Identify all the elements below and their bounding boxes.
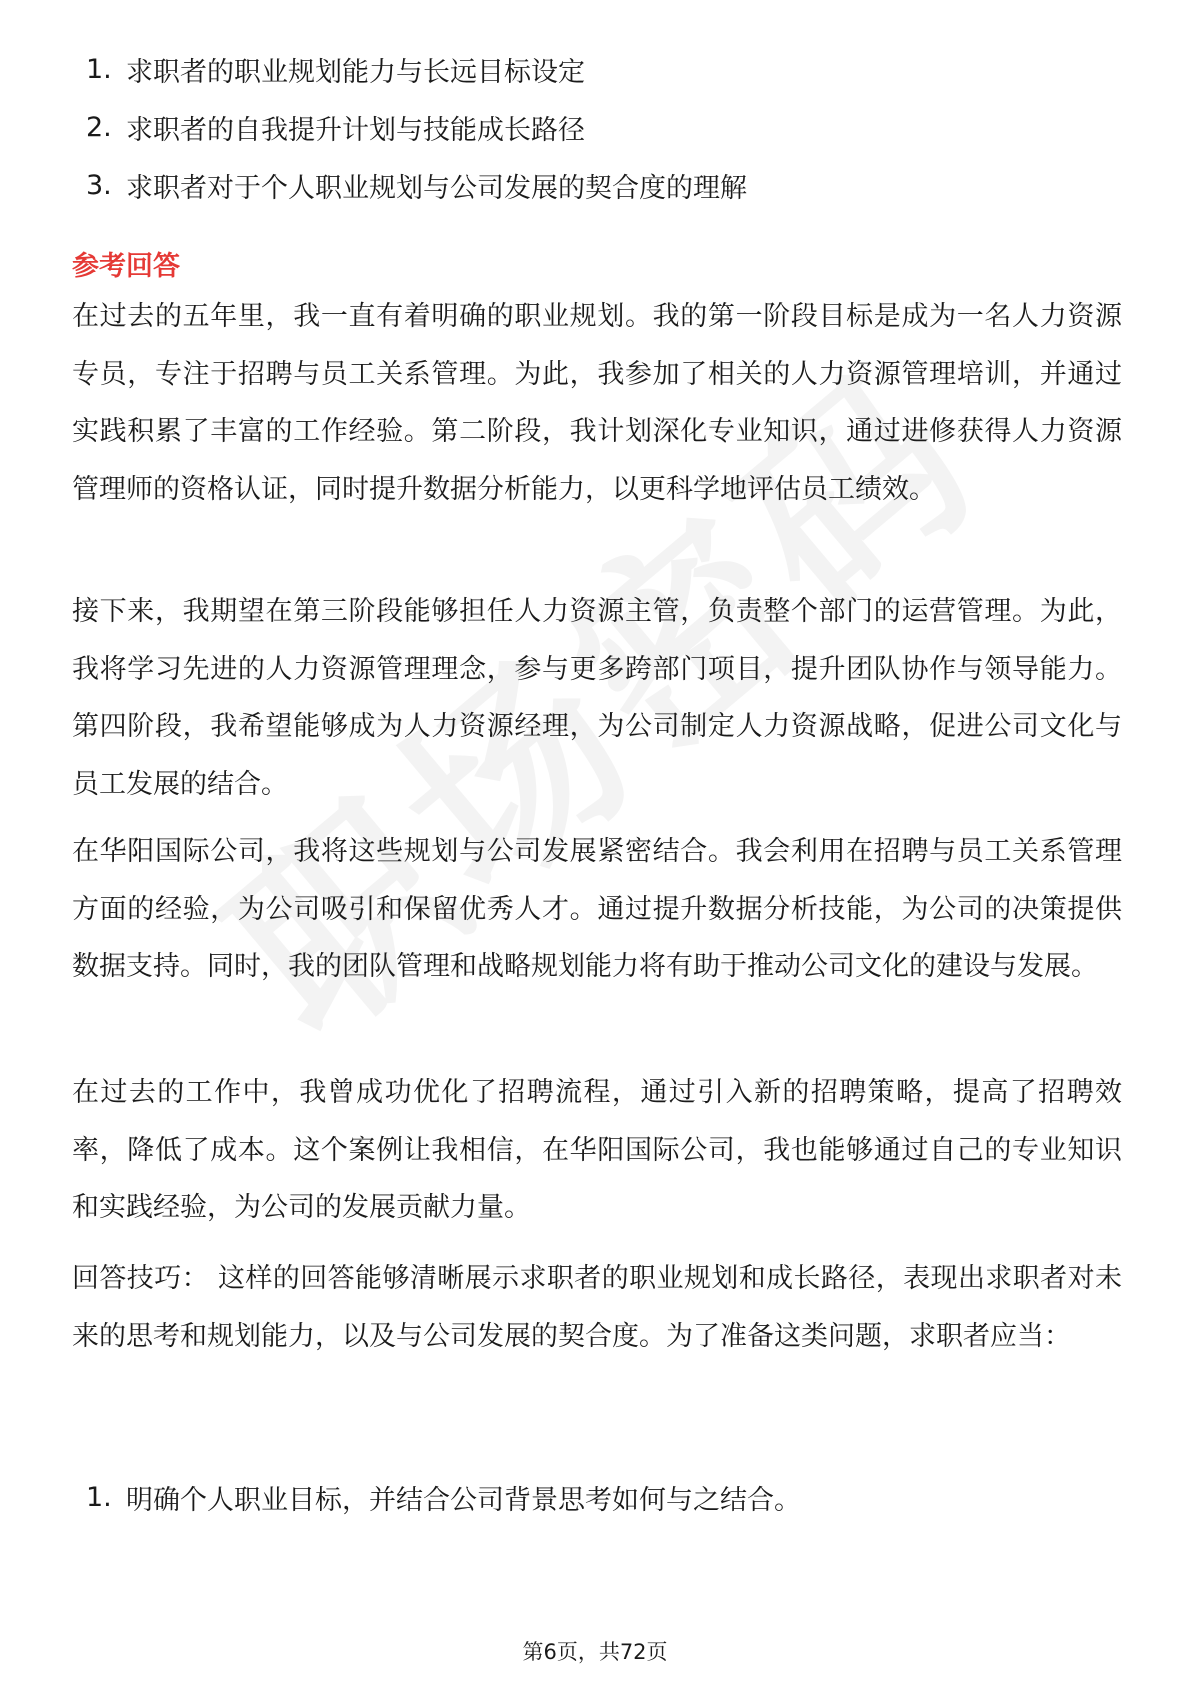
list-number: 1. bbox=[86, 53, 112, 85]
tips-list bbox=[86, 1468, 801, 1526]
answer-paragraph: 在华阳国际公司，我将这些规划与公司发展紧密结合。我会利用在招聘与员工关系管理方面的经验，为公司吸引和保留优秀人才。通过提升数据分析技能，为公司的决策提供数据支持。同时，我的团队管理和战略规划能力将有助于推动公司文化的建设与发展。 bbox=[72, 836, 1122, 982]
list-number: 2. bbox=[86, 111, 112, 143]
answer-paragraph: 在过去的工作中，我曾成功优化了招聘流程，通过引入新的招聘策略，提高了招聘效率，降低了成本。这个案例让我相信，在华阳国际公司，我也能够通过自己的专业知识和实践经验，为公司的发展贡献力量。 bbox=[72, 1077, 1122, 1223]
list-number: 3. bbox=[86, 169, 112, 201]
answer-paragraph: 在过去的五年里，我一直有着明确的职业规划。我的第一阶段目标是成为一名人力资源专员，专注于招聘与员工关系管理。为此，我参加了相关的人力资源管理培训，并通过实践积累了丰富的工作经验。第二阶段，我计划深化专业知识，通过进修获得人力资源管理师的资格认证，同时提升数据分析能力，以更科学地评估员工绩效。 bbox=[72, 301, 1122, 505]
list-text: 求职者的职业规划能力与长远目标设定 bbox=[126, 56, 585, 88]
list-item bbox=[86, 40, 747, 98]
requirements-list bbox=[86, 40, 747, 214]
answer-paragraph: 接下来，我期望在第三阶段能够担任人力资源主管，负责整个部门的运营管理。为此，我将学习先进的人力资源管理理念，参与更多跨部门项目，提升团队协作与领导能力。第四阶段，我希望能够成为人力资源经理，为公司制定人力资源战略，促进公司文化与员工发展的结合。 bbox=[72, 596, 1122, 800]
list-item bbox=[86, 156, 747, 214]
list-text: 求职者对于个人职业规划与公司发展的契合度的理解 bbox=[126, 172, 747, 204]
list-item bbox=[86, 98, 747, 156]
list-item bbox=[86, 1468, 801, 1526]
list-text: 求职者的自我提升计划与技能成长路径 bbox=[126, 114, 585, 146]
answer-tips-paragraph: 回答技巧： 这样的回答能够清晰展示求职者的职业规划和成长路径，表现出求职者对未来的思考和规划能力，以及与公司发展的契合度。为了准备这类问题，求职者应当： bbox=[72, 1263, 1122, 1352]
list-text: 明确个人职业目标，并结合公司背景思考如何与之结合。 bbox=[126, 1484, 801, 1516]
list-number: 1. bbox=[86, 1481, 112, 1513]
reference-answer-heading: 参考回答 bbox=[72, 251, 180, 282]
page-footer: 第6页，共72页 bbox=[522, 1640, 668, 1664]
